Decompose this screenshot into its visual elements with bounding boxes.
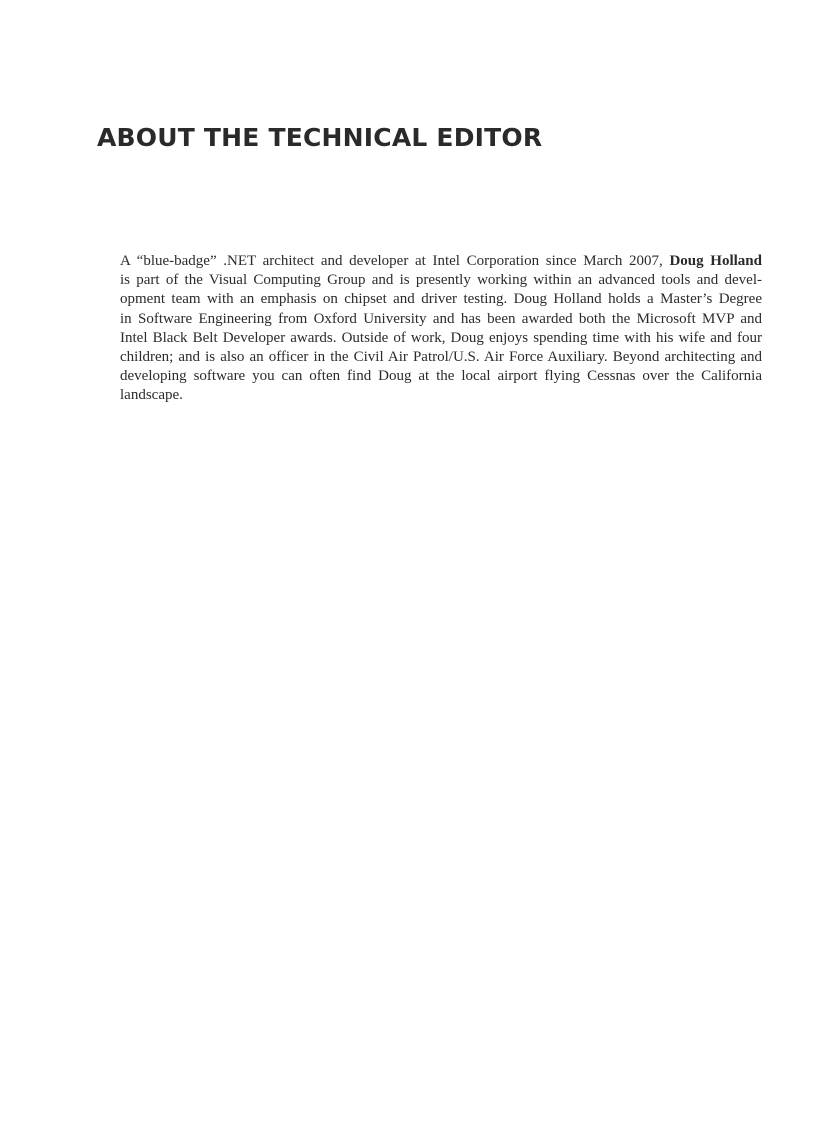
- editor-name: Doug Holland: [669, 253, 762, 269]
- bio-line-2: is part of the Visual Computing Group and is presently working within an advanced tools and devel-: [120, 272, 762, 289]
- editor-bio-paragraph: [120, 252, 762, 406]
- bio-intro-text: A “blue-badge” .NET architect and developer at Intel Corporation since March 2007,: [120, 253, 670, 269]
- section-heading: ABOUT THE TECHNICAL EDITOR: [97, 123, 543, 152]
- bio-line-4: in Software Engineering from Oxford University and has been awarded both the Microsoft MVP and: [120, 310, 762, 327]
- bio-line-7: developing software you can often find Doug at the local airport flying Cessnas over the California: [120, 368, 762, 385]
- bio-line-3: opment team with an emphasis on chipset and driver testing. Doug Holland holds a Master’s Degree: [120, 291, 762, 308]
- bio-line-8: landscape.: [120, 387, 183, 404]
- bio-line-6: children; and is also an officer in the Civil Air Patrol/U.S. Air Force Auxiliary. Beyond architecting and: [120, 349, 762, 366]
- bio-line-5: Intel Black Belt Developer awards. Outside of work, Doug enjoys spending time with his wife and four: [120, 329, 762, 346]
- bio-line-1: [120, 252, 762, 271]
